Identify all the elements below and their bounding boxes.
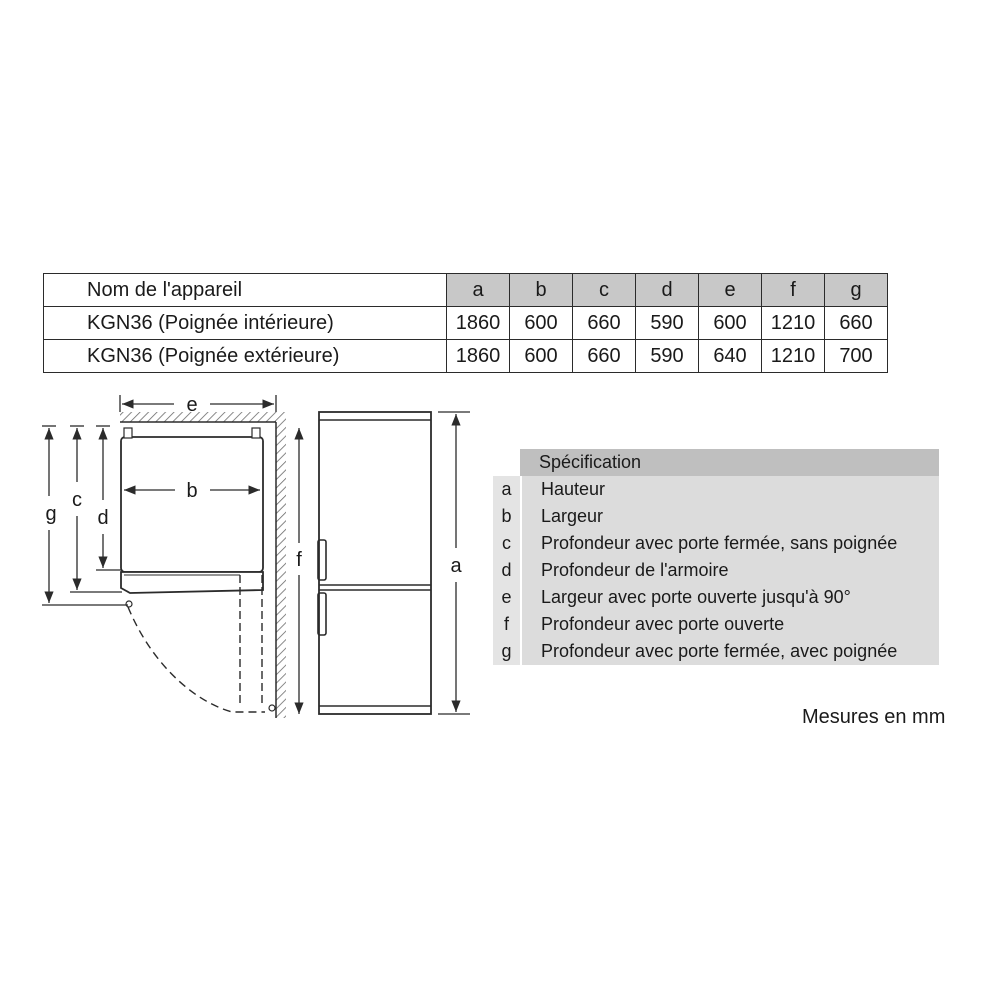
row-device-name: KGN36 (Poignée extérieure) — [44, 340, 447, 373]
legend-text: Largeur avec porte ouverte jusqu'à 90° — [520, 584, 939, 611]
specification-legend — [493, 449, 939, 665]
list-item — [493, 611, 939, 638]
legend-key: f — [493, 611, 520, 638]
table-cell: 1210 — [762, 307, 825, 340]
legend-key: c — [493, 530, 520, 557]
legend-text: Largeur — [520, 503, 939, 530]
legend-text: Profondeur de l'armoire — [520, 557, 939, 584]
legend-text: Profondeur avec porte ouverte — [520, 611, 939, 638]
legend-key: b — [493, 503, 520, 530]
legend-text: Hauteur — [520, 476, 939, 503]
table-cell: 600 — [510, 307, 573, 340]
list-item — [493, 557, 939, 584]
header-key-g: g — [825, 274, 888, 307]
dimension-lines — [42, 395, 470, 714]
table-cell: 660 — [573, 307, 636, 340]
table-cell: 640 — [699, 340, 762, 373]
top-view-cabinet — [121, 428, 275, 712]
list-item — [493, 530, 939, 557]
table-cell: 1210 — [762, 340, 825, 373]
dimension-label-e: e — [186, 394, 198, 416]
header-key-f: f — [762, 274, 825, 307]
header-device-name: Nom de l'appareil — [44, 274, 447, 307]
legend-key: g — [493, 638, 520, 665]
header-key-b: b — [510, 274, 573, 307]
dimension-label-g: g — [45, 503, 57, 525]
dimension-label-c: c — [72, 489, 82, 511]
legend-key: a — [493, 476, 520, 503]
header-key-a: a — [447, 274, 510, 307]
header-key-d: d — [636, 274, 699, 307]
header-key-c: c — [573, 274, 636, 307]
dimension-label-f: f — [296, 549, 302, 571]
legend-text: Profondeur avec porte fermée, sans poignée — [520, 530, 939, 557]
dimension-label-a: a — [450, 555, 462, 577]
units-note: Mesures en mm — [802, 706, 946, 728]
table-cell: 600 — [510, 340, 573, 373]
list-item — [493, 503, 939, 530]
front-view-fridge — [318, 412, 431, 714]
legend-title: Spécification — [520, 449, 939, 476]
row-device-name: KGN36 (Poignée intérieure) — [44, 307, 447, 340]
legend-text: Profondeur avec porte fermée, avec poignée — [520, 638, 939, 665]
dimension-label-b: b — [186, 480, 198, 502]
table-cell: 590 — [636, 340, 699, 373]
table-cell: 1860 — [447, 307, 510, 340]
table-cell: 660 — [825, 307, 888, 340]
legend-key: e — [493, 584, 520, 611]
header-key-e: e — [699, 274, 762, 307]
table-cell: 660 — [573, 340, 636, 373]
table-cell: 600 — [699, 307, 762, 340]
list-item — [493, 584, 939, 611]
table-cell: 590 — [636, 307, 699, 340]
legend-header — [493, 449, 939, 476]
dimension-label-d: d — [97, 507, 109, 529]
wall-hatching — [120, 412, 286, 718]
list-item — [493, 476, 939, 503]
legend-header-blank — [493, 449, 520, 476]
legend-key: d — [493, 557, 520, 584]
table-cell: 1860 — [447, 340, 510, 373]
list-item — [493, 638, 939, 665]
table-cell: 700 — [825, 340, 888, 373]
